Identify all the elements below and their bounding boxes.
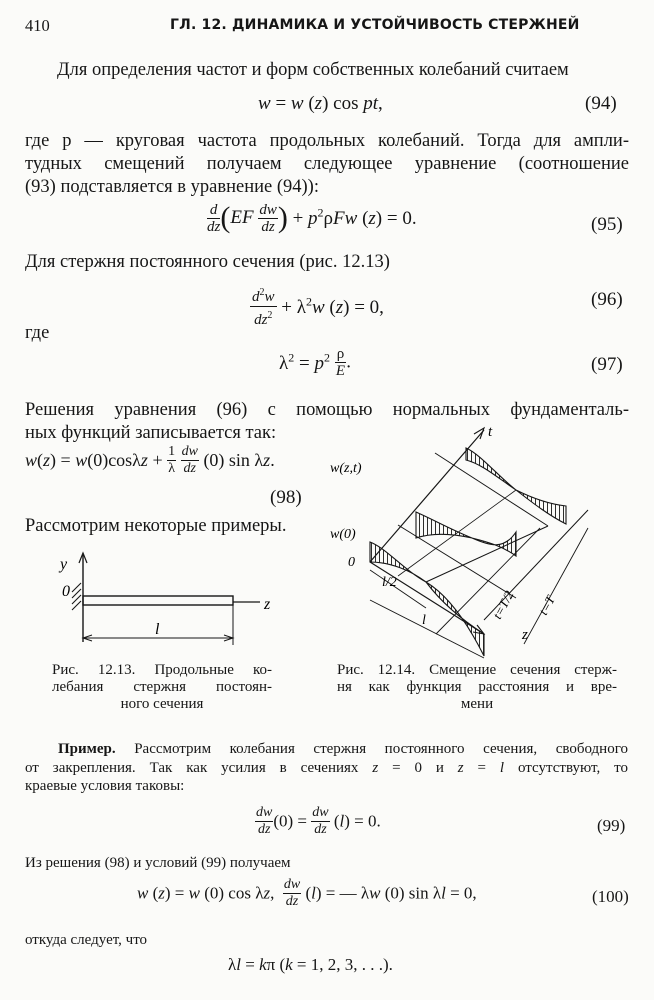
figure-12-13	[50, 550, 290, 660]
fig14-l-label: l	[422, 613, 426, 628]
fig13-y-label: y	[60, 556, 68, 573]
equation-number-96: (96)	[591, 289, 623, 310]
equation-98: w(z) = w(0)cosλz + $\frac{1}{\lambda}$ $\frac{dw}{dz}$ (0) sin λz.	[25, 444, 275, 476]
fig13-length-label: l	[155, 621, 160, 638]
equation-95: $\frac{d}{dz}$ (EF $\frac{dw}{dz}$ ) + $p^2\rho Fw$ (z) = 0.	[207, 201, 417, 235]
fig14-w0-label: w(0)	[330, 527, 356, 542]
paragraph-text-line: (93) подставляется в уравнение (94)):	[25, 177, 319, 197]
fig14-z-label: z	[522, 627, 528, 643]
equation-number-94: (94)	[585, 93, 617, 114]
equation-number-100: (100)	[592, 887, 629, 906]
fig13-origin-label: 0	[62, 583, 70, 600]
fig14-t-half-label: t=T/2	[489, 588, 517, 622]
equation-97: $\lambda^2 = p^2$ $\frac{\rho}{E}$ .	[279, 346, 351, 379]
equation-96: $\frac{d^2w}{dz^2}$ + $\lambda^2w$ (z) = 0,	[250, 284, 384, 329]
equation-number-97: (97)	[591, 354, 623, 375]
fig14-origin-label: 0	[348, 555, 355, 570]
equation-94: w = w (z) cos pt,	[258, 93, 383, 114]
example-text-line: Пример. Рассмотрим колебания стержня постоянного сечения, свободного	[58, 741, 628, 757]
paragraph-text-line: где p — круговая частота продольных колебаний. Тогда для ампли-	[25, 131, 629, 151]
paragraph-text-line: Решения уравнения (96) с помощью нормальных фундаменталь-	[25, 400, 629, 420]
fig14-t-T-label: t=T	[535, 593, 558, 618]
equation-number-98: (98)	[270, 487, 302, 508]
figure-12-14	[326, 420, 646, 662]
equation-final: λl = kπ (k = 1, 2, 3, . . .).	[228, 955, 393, 974]
paragraph-text-line: откуда следует, что	[25, 932, 148, 948]
running-title: ГЛ. 12. ДИНАМИКА И УСТОЙЧИВОСТЬ СТЕРЖНЕЙ	[170, 17, 580, 33]
fig14-w-zt-label: w(z,t)	[330, 461, 362, 476]
fig14-t-label: t	[488, 424, 493, 440]
paragraph-text-line: ных функций записывается так:	[25, 423, 277, 443]
figure-12-14-caption: Рис. 12.14. Смещение сечения стерж- ня как функция расстояния и вре- мени	[337, 662, 617, 712]
example-text-line: краевые условия таковы:	[25, 778, 185, 794]
equation-number-99: (99)	[597, 816, 626, 835]
page-number: 410	[25, 16, 50, 35]
example-text-line: от закрепления. Так как усилия в сечениях z = 0 и z = l отсутствуют, то	[25, 760, 628, 776]
fig14-half-l-label: l/2	[382, 575, 397, 590]
paragraph-text-line: тудных смещений получаем следующее уравнение (соотношение	[25, 154, 629, 174]
figure-12-13-caption: Рис. 12.13. Продольные ко- лебания стержня постоян- ного сечения	[52, 662, 272, 712]
paragraph-intro: Для определения частот и форм собственных колебаний считаем	[57, 60, 569, 80]
paragraph-text-line: Из решения (98) и условий (99) получаем	[25, 855, 291, 871]
paragraph-text-line: где	[25, 323, 50, 343]
equation-99: $\frac{dw}{dz}$ (0) = $\frac{dw}{dz}$ (l) = 0.	[256, 805, 381, 837]
paragraph-text-line: Для стержня постоянного сечения (рис. 12.13)	[25, 252, 390, 272]
equation-number-95: (95)	[591, 214, 623, 235]
paragraph-text-line: Рассмотрим некоторые примеры.	[25, 516, 287, 536]
fig13-z-label: z	[264, 596, 271, 613]
equation-100: w (z) = w (0) cos λz, $\frac{dw}{dz}$ (l) = — λw (0) sin λl = 0,	[137, 877, 477, 909]
